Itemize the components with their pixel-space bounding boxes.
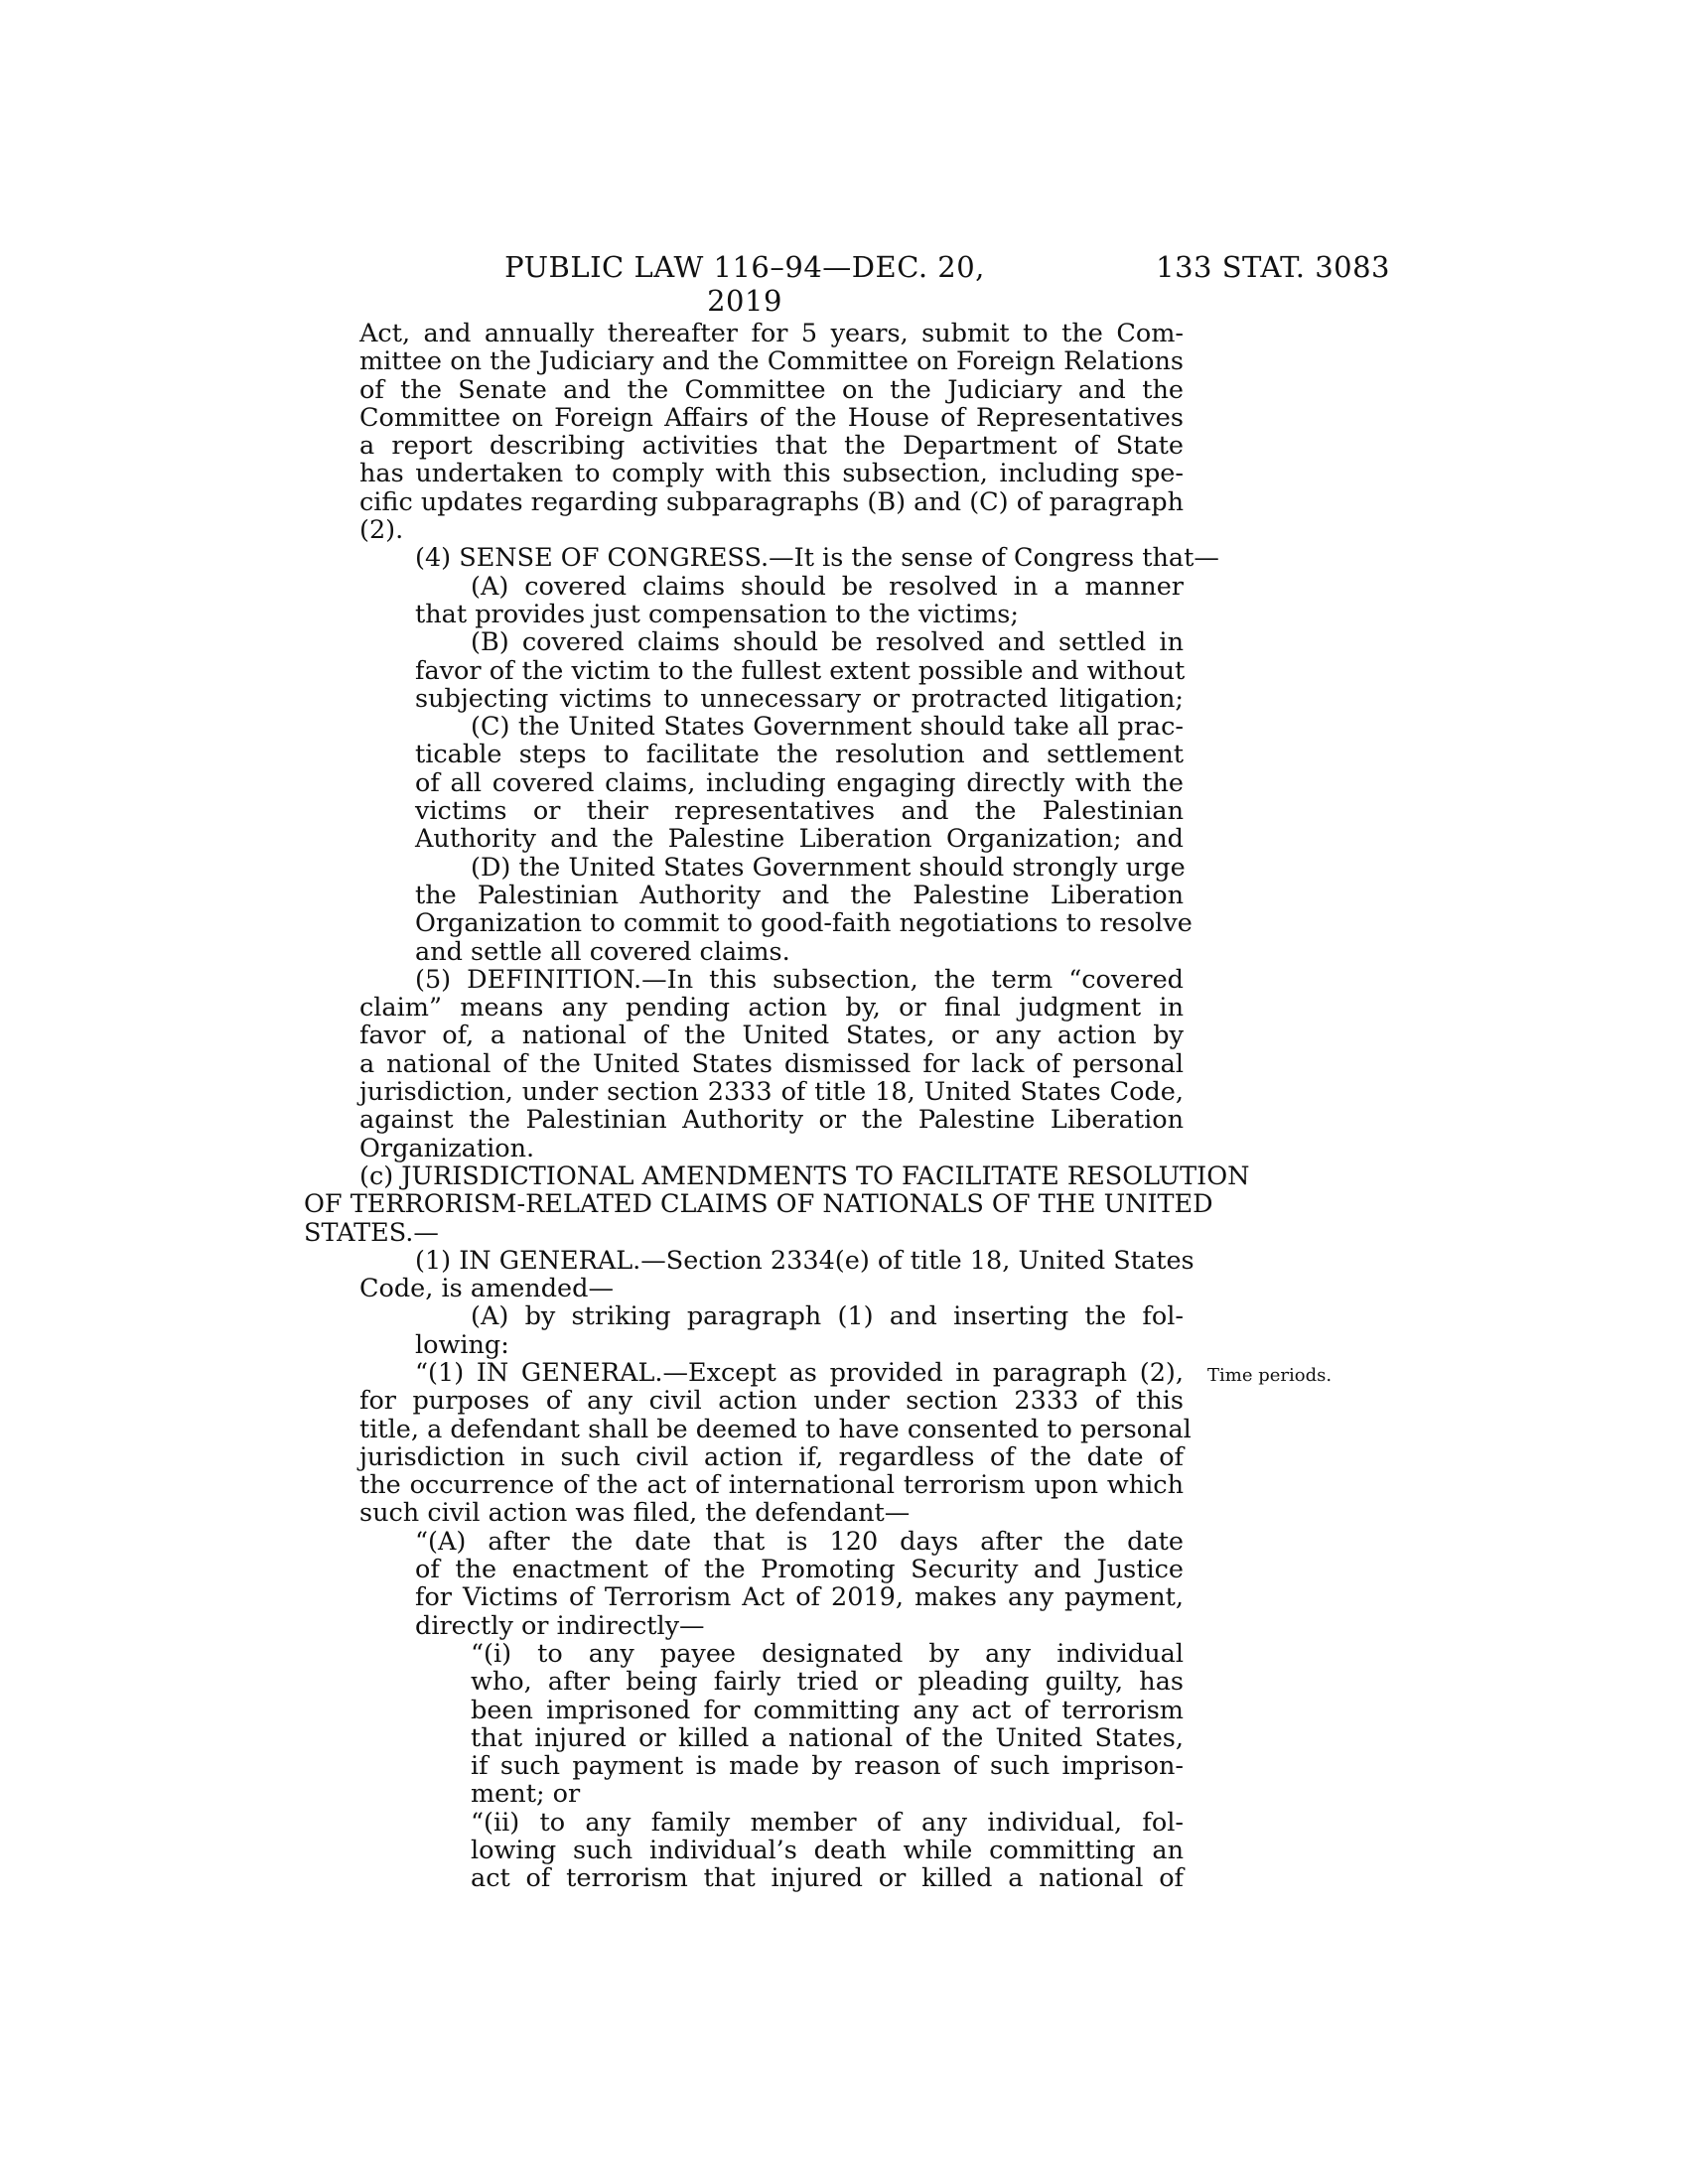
text-line: the Palestinian Authority and the Palestine Liberation <box>415 880 1184 910</box>
text-line: the occurrence of the act of international terrorism upon which <box>359 1470 1184 1501</box>
text-line: (1) IN GENERAL.—Section 2334(e) of title 18, United States <box>415 1245 1195 1276</box>
text-line: “(ii) to any family member of any individual, fol- <box>471 1807 1184 1838</box>
running-header-title: PUBLIC LAW 116–94—DEC. 20, 2019 <box>504 250 985 318</box>
text-line: lowing such individual’s death while committing an <box>471 1836 1184 1866</box>
statute-text <box>304 319 1250 1894</box>
text-line: STATES.— <box>304 1217 439 1248</box>
text-line: (A) covered claims should be resolved in a manner <box>471 571 1184 602</box>
text-line: victims or their representatives and the Palestinian <box>415 796 1184 827</box>
margin-note: Time periods. <box>1207 1365 1333 1386</box>
text-line: ticable steps to facilitate the resolution and settlement <box>415 740 1184 770</box>
text-line: jurisdiction in such civil action if, regardless of the date of <box>359 1441 1184 1472</box>
text-line: Authority and the Palestine Liberation Organization; and <box>415 824 1184 855</box>
text-line: (5) DEFINITION.—In this subsection, the term “covered <box>415 964 1184 995</box>
text-line: “(A) after the date that is 120 days after the date <box>415 1526 1184 1557</box>
text-line: Committee on Foreign Affairs of the House of Representatives <box>359 402 1184 433</box>
text-line: act of terrorism that injured or killed a national of <box>471 1863 1184 1894</box>
text-line: a report describing activities that the Department of State <box>359 431 1184 462</box>
text-line: of the enactment of the Promoting Security and Justice <box>415 1555 1184 1585</box>
text-line: subjecting victims to unnecessary or protracted litigation; <box>415 683 1184 714</box>
text-line: favor of, a national of the United States, or any action by <box>359 1021 1184 1051</box>
text-line: “(i) to any payee designated by any individual <box>471 1638 1184 1669</box>
text-line: (c) JURISDICTIONAL AMENDMENTS TO FACILITATE RESOLUTION <box>359 1160 1250 1191</box>
text-line: (4) SENSE OF CONGRESS.—It is the sense of Congress that— <box>415 543 1219 574</box>
text-line: Organization. <box>359 1133 535 1163</box>
text-line: directly or indirectly— <box>415 1610 705 1641</box>
text-line: of the Senate and the Committee on the Judiciary and the <box>359 374 1184 405</box>
text-line: been imprisoned for committing any act of terrorism <box>471 1695 1184 1725</box>
text-line: OF TERRORISM-RELATED CLAIMS OF NATIONALS OF THE UNITED <box>304 1189 1213 1220</box>
text-line: who, after being fairly tried or pleading guilty, has <box>471 1667 1184 1698</box>
text-line: (A) by striking paragraph (1) and inserting the fol- <box>471 1301 1184 1332</box>
text-line: ment; or <box>471 1779 581 1810</box>
text-line: for Victims of Terrorism Act of 2019, makes any payment, <box>415 1582 1184 1613</box>
text-line: that injured or killed a national of the United States, <box>471 1722 1184 1753</box>
text-line: of all covered claims, including engaging directly with the <box>415 767 1184 798</box>
text-line: “(1) IN GENERAL.—Except as provided in paragraph (2), <box>415 1357 1184 1388</box>
text-line: claim” means any pending action by, or final judgment in <box>359 993 1184 1024</box>
text-line: has undertaken to comply with this subsection, including spe- <box>359 459 1184 489</box>
text-line: (D) the United States Government should strongly urge <box>471 852 1186 883</box>
text-line: if such payment is made by reason of such imprison- <box>471 1751 1184 1782</box>
text-line: jurisdiction, under section 2333 of title 18, United States Code, <box>359 1077 1184 1108</box>
text-line: (C) the United States Government should take all prac- <box>471 712 1184 743</box>
text-line: cific updates regarding subparagraphs (B) and (C) of paragraph <box>359 486 1184 517</box>
text-line: title, a defendant shall be deemed to have consented to personal <box>359 1414 1192 1444</box>
text-line: Organization to commit to good-faith negotiations to resolve <box>415 908 1193 939</box>
text-line: lowing: <box>415 1329 509 1360</box>
text-line: Act, and annually thereafter for 5 years, submit to the Com- <box>359 319 1184 348</box>
text-line: (B) covered claims should be resolved and settled in <box>471 627 1184 658</box>
text-line: (2). <box>359 515 404 546</box>
text-line: for purposes of any civil action under section 2333 of this <box>359 1386 1184 1417</box>
text-line: that provides just compensation to the victims; <box>415 599 1019 629</box>
text-line: and settle all covered claims. <box>415 936 790 967</box>
text-line: favor of the victim to the fullest extent possible and without <box>415 655 1186 686</box>
text-line: mittee on the Judiciary and the Committee on Foreign Relations <box>359 346 1184 377</box>
page-number: 133 STAT. 3083 <box>1156 250 1390 284</box>
text-line: against the Palestinian Authority or the Palestine Liberation <box>359 1105 1184 1136</box>
text-line: Code, is amended— <box>359 1274 614 1304</box>
text-line: such civil action was filed, the defendant— <box>359 1498 911 1529</box>
text-line: a national of the United States dismissed for lack of personal <box>359 1048 1184 1079</box>
